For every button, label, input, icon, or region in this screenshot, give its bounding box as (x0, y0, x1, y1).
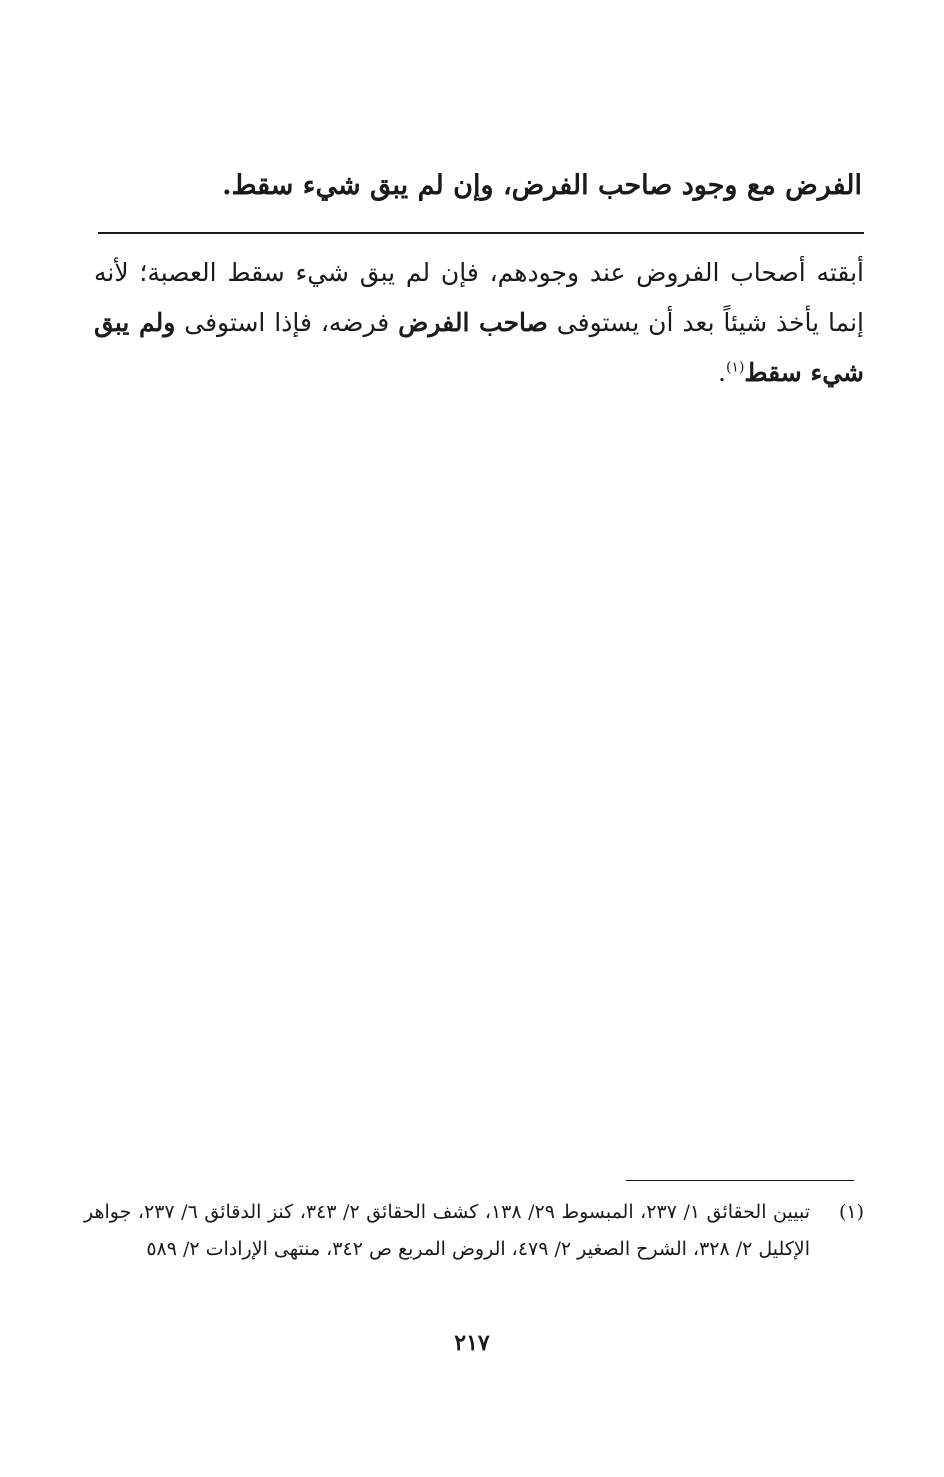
footnote (84, 1194, 864, 1268)
commentary-end-period: . (718, 358, 726, 387)
footnote-number: (١) (838, 1201, 864, 1223)
matn-line: الفرض مع وجود صاحب الفرض، وإن لم يبق شيء سقط. (222, 170, 862, 201)
commentary-text-continued: فرضه، فإذا استوفى (175, 308, 399, 337)
bold-term-fard-holder: صاحب الفرض (398, 308, 548, 337)
footnote-separator (626, 1180, 854, 1181)
bold-term-nothing-remains: ولم يبق شيء سقط (94, 308, 864, 387)
commentary-paragraph (94, 248, 864, 398)
commentary-text: أبقته أصحاب الفروض عند وجودهم، فإن لم يبق شيء سقط العصبة؛ لأنه إنما يأخذ شيئاً بعد أن يستوفى (94, 258, 864, 337)
separator-line (98, 232, 864, 234)
matn-text (82, 160, 862, 212)
footnote-text: تبيين الحقائق ١/ ٢٣٧، المبسوط ٢٩/ ١٣٨، كشف الحقائق ٢/ ٣٤٣، كنز الدقائق ٦/ ٢٣٧، جواهر الإكليل ٢/ ٣٢٨، الشرح الصغير ٢/ ٤٧٩، الروض المربع ص ٣٤٢، منتهى الإرادات ٢/ ٥٨٩ (84, 1201, 810, 1260)
footnote-reference[interactable]: (١) (725, 359, 745, 376)
page-number: ٢١٧ (454, 1330, 490, 1356)
